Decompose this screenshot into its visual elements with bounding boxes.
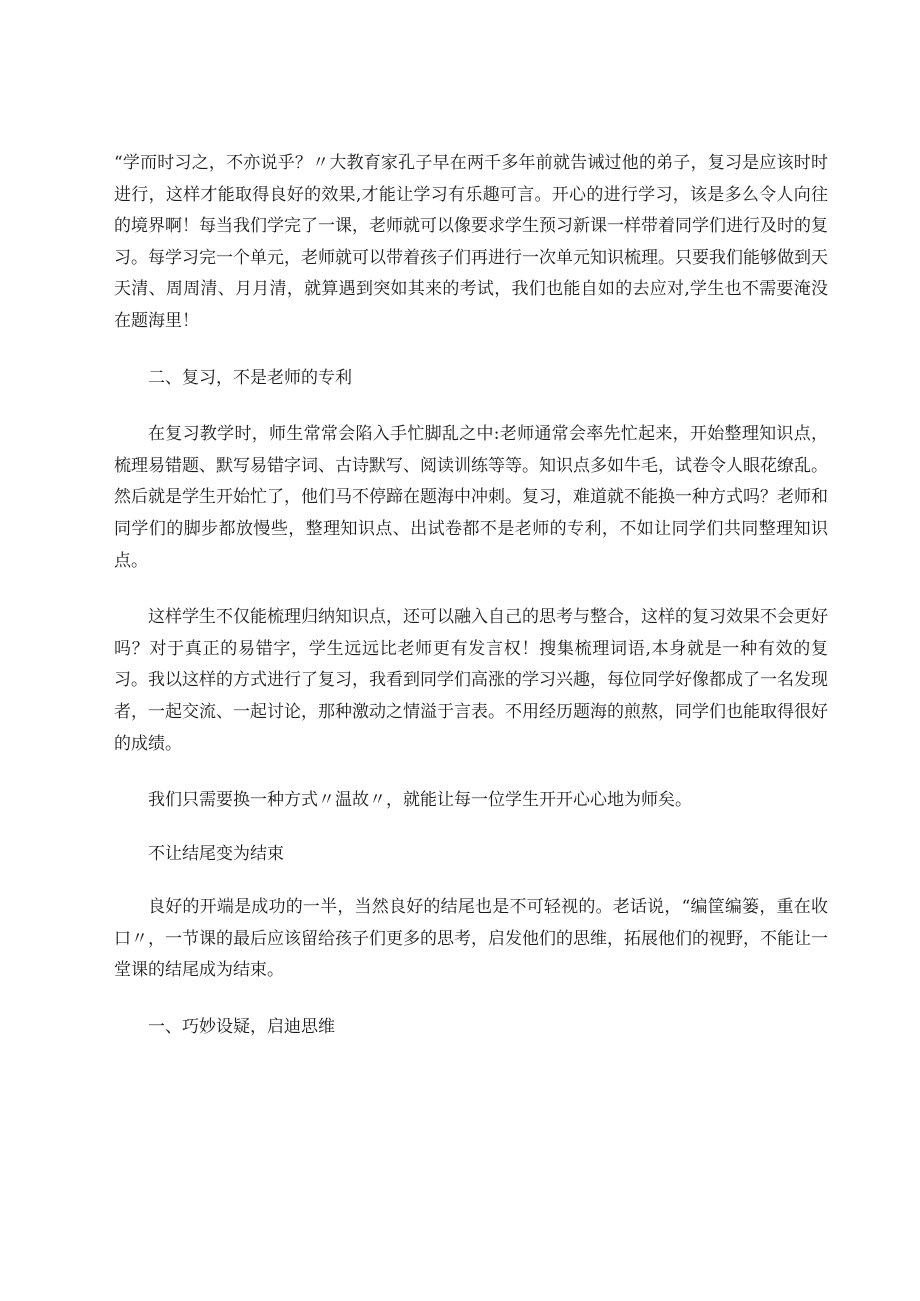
paragraph-good-ending: 良好的开端是成功的一半，当然良好的结尾也是不可轻视的。老话说，“编筐编篓，重在收口〃，一节课的最后应该留给孩子们更多的思考，启发他们的思维，拓展他们的视野，不能让一堂课的结尾成为结束。 xyxy=(114,897,828,981)
heading-review-not-teacher-patent: 二、复习，不是老师的专利 xyxy=(148,367,352,388)
document-body xyxy=(114,148,828,1044)
paragraph-new-way-review: 我们只需要换一种方式〃温故〃，就能让每一位学生开开心心地为师矣。 xyxy=(148,790,692,811)
paragraph-review-teaching: 在复习教学时，师生常常会陷入手忙脚乱之中:老师通常会率先忙起来，开始整理知识点，梳理易错题、默写易错字词、古诗默写、阅读训练等等。知识点多如牛毛，试卷令人眼花缭乱。然后就是学生开始忙了，他们马不停蹄在题海中冲刺。复习，难道就不能换一种方式吗？老师和同学们的脚步都放慢些，整理知识点、出试卷都不是老师的专利，不如让同学们共同整理知识点。 xyxy=(114,424,828,571)
paragraph-review-intro: “学而时习之，不亦说乎？〃大教育家孔子早在两千多年前就告诫过他的弟子，复习是应该时时进行，这样才能取得良好的效果,才能让学习有乐趣可言。开心的进行学习，该是多么令人向往的境界啊！每当我们学完了一课，老师就可以像要求学生预习新课一样带着同学们进行及时的复习。每学习完一个单元，老师就可以带着孩子们再进行一次单元知识梳理。只要我们能够做到天天清、周周清、月月清，就算遇到突如其来的考试，我们也能自如的去应对,学生也不需要淹没在题海里！ xyxy=(114,153,828,331)
heading-ending-not-finish: 不让结尾变为结束 xyxy=(148,843,284,864)
heading-clever-questions: 一、巧妙设疑，启迪思维 xyxy=(148,1017,335,1038)
paragraph-student-organizing: 这样学生不仅能梳理归纳知识点，还可以融入自己的思考与整合，这样的复习效果不会更好吗？对于真正的易错字，学生远远比老师更有发言权！搜集梳理词语,本身就是一种有效的复习。我以这样的方式进行了复习，我看到同学们高涨的学习兴趣，每位同学好像都成了一名发现者，一起交流、一起讨论，那种激动之情溢于言表。不用经历题海的煎熬，同学们也能取得很好的成绩。 xyxy=(114,607,828,754)
